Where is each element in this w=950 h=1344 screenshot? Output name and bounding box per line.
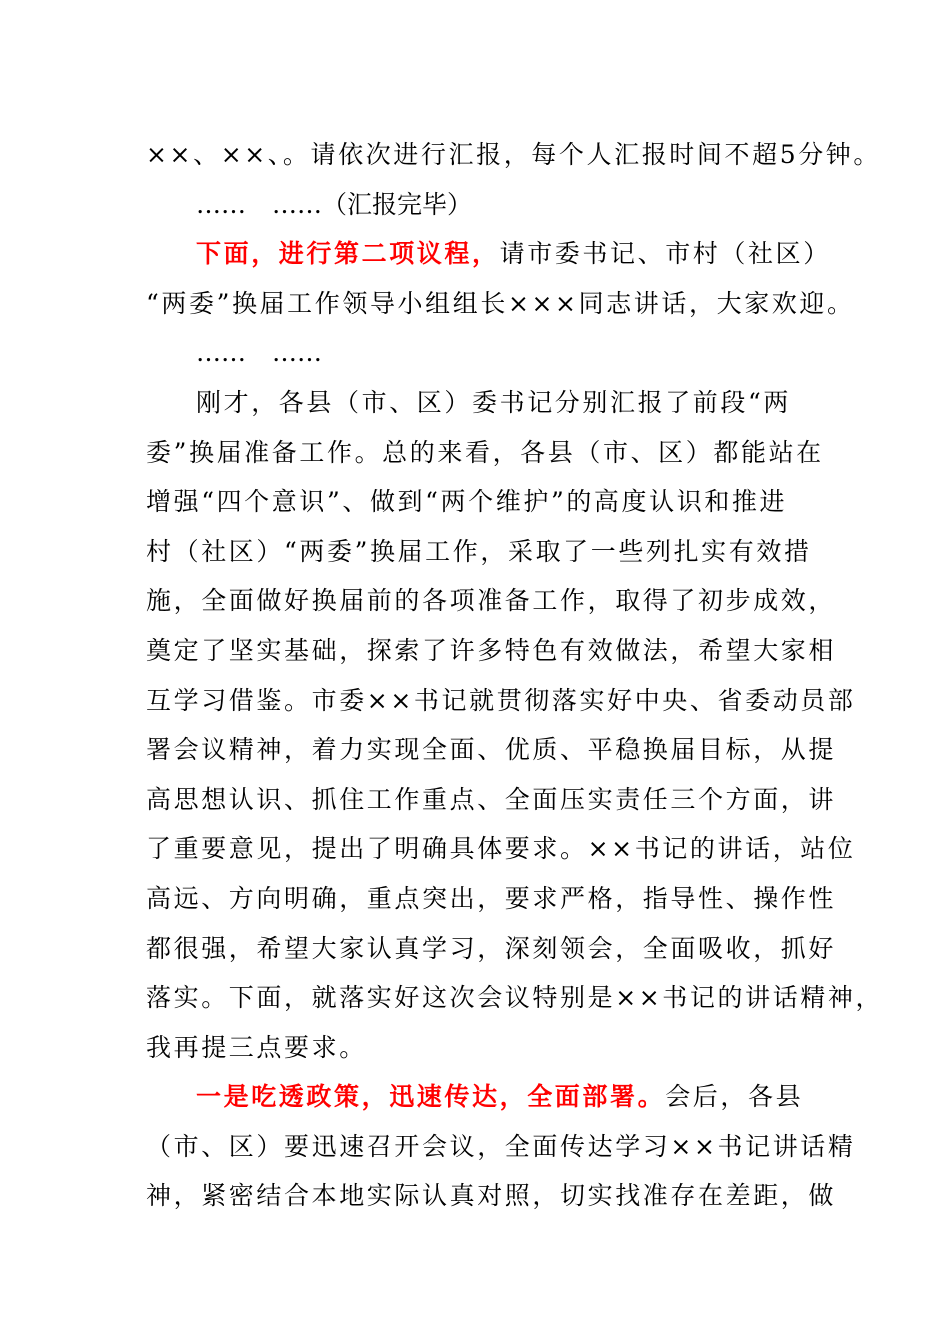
paragraph-line: [146, 1072, 808, 1122]
paragraph-line: 都很强，希望大家认真学习，深刻领会，全面吸收，抓好: [146, 933, 837, 963]
agenda-heading: 下面，进行第二项议程，: [196, 239, 500, 269]
document-page: [146, 130, 884, 1221]
ellipsis-line: [146, 328, 808, 378]
paragraph-line: 奠定了坚实基础，探索了许多特色有效做法，希望大家相: [146, 635, 837, 665]
agenda-line: [146, 229, 831, 279]
paragraph-line: 村（社区）“两委”换届工作，采取了一些列扎实有效措: [146, 536, 812, 566]
report-finished-note: ……（汇报完毕）: [272, 189, 473, 219]
text-line: ××、××、。请依次进行汇报，每个人汇报时间不超5分钟。: [146, 140, 881, 169]
paragraph-remarks: [146, 378, 884, 1072]
ellipsis: ……: [196, 338, 246, 368]
agenda-text: 请市委书记、市村（社区）: [499, 239, 831, 269]
paragraph-point-one: [146, 1072, 856, 1221]
paragraph-line: 施，全面做好换届前的各项准备工作，取得了初步成效，: [146, 586, 837, 616]
paragraph-line: 署会议精神，着力实现全面、优质、平稳换届目标，从提: [146, 735, 837, 765]
text-line: “两委”换届工作领导小组组长×××同志讲话，大家欢迎。: [146, 288, 855, 318]
paragraph-line: 高思想认识、抓住工作重点、全面压实责任三个方面，讲: [146, 784, 837, 814]
ellipsis-line: [146, 180, 808, 230]
paragraph-line: （市、区）要迅速召开会议，全面传达学习××书记讲话精: [146, 1131, 856, 1161]
paragraph-line: 高远、方向明确，重点突出，要求严格，指导性、操作性: [146, 883, 837, 913]
paragraph-line: 了重要意见，提出了明确具体要求。××书记的讲话，站位: [146, 834, 856, 864]
point-one-text: 会后，各县: [665, 1082, 804, 1112]
paragraph-line: 落实。下面，就落实好这次会议特别是××书记的讲话精神，: [146, 983, 884, 1013]
paragraph-line: 增强“四个意识”、做到“两个维护”的高度认识和推进: [146, 487, 788, 517]
point-one-heading: 一是吃透政策，迅速传达，全面部署。: [196, 1082, 666, 1112]
paragraph-line: 我再提三点要求。: [146, 1032, 367, 1062]
paragraph-line: 互学习借鉴。市委××书记就贯彻落实好中央、省委动员部: [146, 685, 856, 715]
paragraph-line: 委”换届准备工作。总的来看，各县（市、区）都能站在: [146, 437, 824, 467]
ellipsis: ……: [196, 189, 246, 219]
paragraph-line: 神，紧密结合本地实际认真对照，切实找准存在差距，做: [146, 1181, 837, 1211]
ellipsis: ……: [272, 338, 322, 368]
paragraph-line: 刚才，各县（市、区）委书记分别汇报了前段“两: [196, 387, 791, 417]
